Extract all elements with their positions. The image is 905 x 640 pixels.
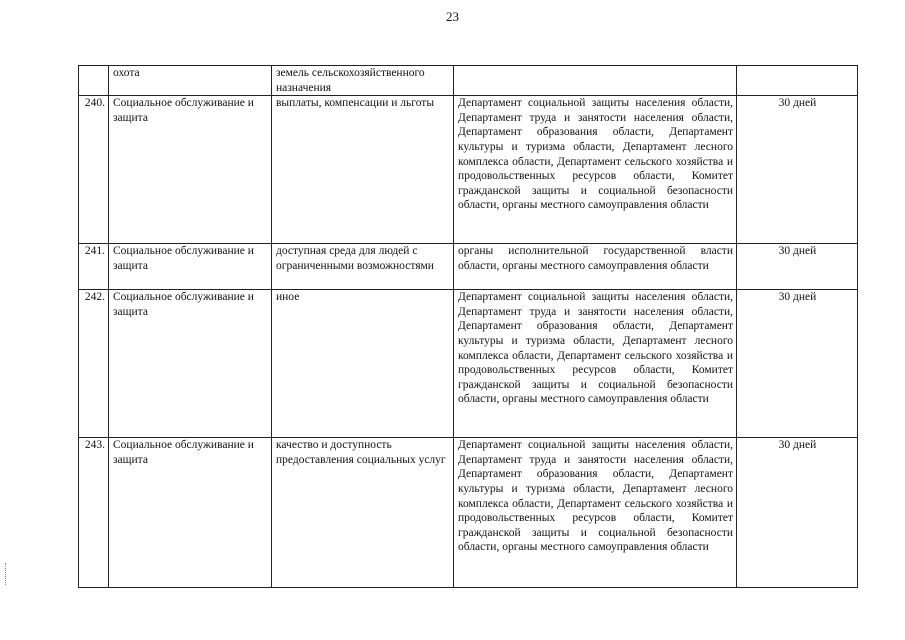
category-cell: охота: [109, 66, 272, 96]
organization-cell: [454, 66, 737, 96]
subject-cell: качество и доступность предоставления социальных услуг: [272, 438, 454, 588]
term-cell: 30 дней: [737, 96, 858, 244]
row-number: [79, 66, 109, 96]
organization-cell: Департамент социальной защиты населения области, Департамент труда и занятости населения области, Департамент образования области, Департамент культуры и туризма области, Департамент лесного комплекса области, Департамент сельского хозяйства и продовольственных ресурсов области, Комитет гражданской защиты и социальной безопасности области, органы местного самоуправления области: [454, 96, 737, 244]
table-row: [79, 66, 858, 96]
subject-cell: земель сельскохозяйственного назначения: [272, 66, 454, 96]
table-row: [79, 244, 858, 290]
table-row: [79, 438, 858, 588]
organization-cell: Департамент социальной защиты населения области, Департамент труда и занятости населения области, Департамент образования области, Департамент культуры и туризма области, Департамент лесного комплекса области, Департамент сельского хозяйства и продовольственных ресурсов области, Комитет гражданской защиты и социальной безопасности области, органы местного самоуправления области: [454, 290, 737, 438]
category-cell: Социальное обслуживание и защита: [109, 290, 272, 438]
scan-margin-mark: [5, 563, 9, 585]
subject-cell: выплаты, компенсации и льготы: [272, 96, 454, 244]
row-number: 241.: [79, 244, 109, 290]
row-number: 243.: [79, 438, 109, 588]
document-table: [78, 65, 858, 588]
row-number: 242.: [79, 290, 109, 438]
organization-cell: органы исполнительной государственной власти области, органы местного самоуправления области: [454, 244, 737, 290]
table-row: [79, 96, 858, 244]
term-cell: 30 дней: [737, 244, 858, 290]
category-cell: Социальное обслуживание и защита: [109, 244, 272, 290]
category-cell: Социальное обслуживание и защита: [109, 96, 272, 244]
category-cell: Социальное обслуживание и защита: [109, 438, 272, 588]
term-cell: 30 дней: [737, 438, 858, 588]
term-cell: [737, 66, 858, 96]
term-cell: 30 дней: [737, 290, 858, 438]
table-row: [79, 290, 858, 438]
page-number: 23: [446, 9, 459, 24]
subject-cell: иное: [272, 290, 454, 438]
subject-cell: доступная среда для людей с ограниченными возможностями: [272, 244, 454, 290]
organization-cell: Департамент социальной защиты населения области, Департамент труда и занятости населения области, Департамент образования области, Департамент культуры и туризма области, Департамент лесного комплекса области, Департамент сельского хозяйства и продовольственных ресурсов области, Комитет гражданской защиты и социальной безопасности области, органы местного самоуправления области: [454, 438, 737, 588]
row-number: 240.: [79, 96, 109, 244]
